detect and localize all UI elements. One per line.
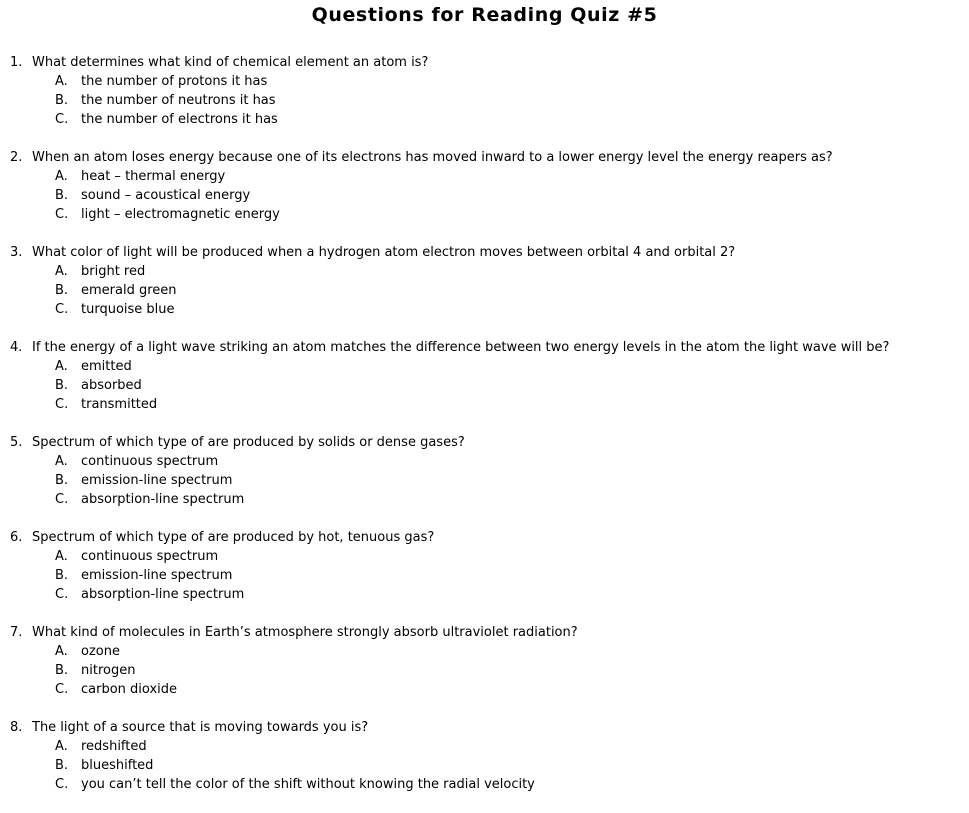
- answer-choices: [55, 737, 965, 794]
- answer-choices: [55, 262, 965, 319]
- choice-letter: B.: [55, 663, 69, 678]
- question-number: 5.: [10, 435, 23, 450]
- choice-text: absorption-line spectrum: [81, 492, 245, 507]
- choice-letter: B.: [55, 758, 69, 773]
- choice-text: blueshifted: [81, 758, 154, 773]
- choice-text: emerald green: [81, 283, 177, 298]
- question-line: [10, 243, 965, 262]
- choice-letter: A.: [55, 359, 68, 374]
- choice-text: light – electromagnetic energy: [81, 207, 280, 222]
- choice-letter: C.: [55, 587, 69, 602]
- question-number: 2.: [10, 150, 23, 165]
- answer-choice: [55, 72, 965, 91]
- choice-letter: A.: [55, 644, 68, 659]
- answer-choice: [55, 566, 965, 585]
- choice-text: sound – acoustical energy: [81, 188, 251, 203]
- answer-choice: [55, 167, 965, 186]
- choice-text: emitted: [81, 359, 132, 374]
- choice-text: carbon dioxide: [81, 682, 178, 697]
- choice-text: transmitted: [81, 397, 158, 412]
- answer-choices: [55, 452, 965, 509]
- answer-choice: [55, 262, 965, 281]
- question-7: [10, 623, 965, 718]
- answer-choice: [55, 642, 965, 661]
- choice-text: absorption-line spectrum: [81, 587, 245, 602]
- answer-choices: [55, 72, 965, 129]
- choice-letter: C.: [55, 777, 69, 792]
- choice-text: turquoise blue: [81, 302, 175, 317]
- choice-letter: C.: [55, 397, 69, 412]
- choice-text: emission-line spectrum: [81, 473, 233, 488]
- question-number: 4.: [10, 340, 23, 355]
- question-line: [10, 623, 965, 642]
- choice-letter: B.: [55, 93, 69, 108]
- page-title: Questions for Reading Quiz #5: [311, 4, 658, 26]
- question-line: [10, 53, 965, 72]
- choice-text: heat – thermal energy: [81, 169, 226, 184]
- choice-letter: A.: [55, 264, 68, 279]
- choice-text: the number of electrons it has: [81, 112, 278, 127]
- answer-choice: [55, 585, 965, 604]
- question-text: What determines what kind of chemical element an atom is?: [32, 55, 429, 70]
- choice-text: ozone: [81, 644, 120, 659]
- choice-letter: B.: [55, 473, 69, 488]
- question-number: 1.: [10, 55, 23, 70]
- answer-choice: [55, 281, 965, 300]
- question-text: Spectrum of which type of are produced by hot, tenuous gas?: [32, 530, 435, 545]
- choice-letter: C.: [55, 492, 69, 507]
- choice-letter: B.: [55, 283, 69, 298]
- answer-choice: [55, 756, 965, 775]
- question-text: What color of light will be produced when a hydrogen atom electron moves between orbital 4 and orbital 2?: [32, 245, 736, 260]
- question-list: [10, 53, 965, 813]
- question-line: [10, 528, 965, 547]
- question-1: [10, 53, 965, 148]
- question-text: What kind of molecules in Earth’s atmosphere strongly absorb ultraviolet radiation?: [32, 625, 578, 640]
- choice-text: the number of neutrons it has: [81, 93, 276, 108]
- choice-text: nitrogen: [81, 663, 136, 678]
- answer-choice: [55, 490, 965, 509]
- choice-text: you can’t tell the color of the shift without knowing the radial velocity: [81, 777, 535, 792]
- question-2: [10, 148, 965, 243]
- answer-choices: [55, 167, 965, 224]
- choice-text: emission-line spectrum: [81, 568, 233, 583]
- question-number: 6.: [10, 530, 23, 545]
- question-text: Spectrum of which type of are produced by solids or dense gases?: [32, 435, 465, 450]
- answer-choice: [55, 547, 965, 566]
- answer-choices: [55, 357, 965, 414]
- answer-choice: [55, 110, 965, 129]
- question-number: 3.: [10, 245, 23, 260]
- choice-letter: A.: [55, 74, 68, 89]
- choice-text: bright red: [81, 264, 146, 279]
- answer-choices: [55, 547, 965, 604]
- choice-letter: B.: [55, 188, 69, 203]
- answer-choice: [55, 91, 965, 110]
- answer-choice: [55, 680, 965, 699]
- choice-letter: B.: [55, 568, 69, 583]
- question-8: [10, 718, 965, 813]
- question-3: [10, 243, 965, 338]
- answer-choice: [55, 471, 965, 490]
- question-6: [10, 528, 965, 623]
- choice-text: redshifted: [81, 739, 147, 754]
- question-number: 8.: [10, 720, 23, 735]
- choice-letter: A.: [55, 549, 68, 564]
- answer-choice: [55, 300, 965, 319]
- choice-letter: C.: [55, 302, 69, 317]
- answer-choice: [55, 186, 965, 205]
- question-text: If the energy of a light wave striking an atom matches the difference between two energy levels in the atom the light wave will be?: [32, 340, 890, 355]
- choice-letter: A.: [55, 169, 68, 184]
- question-5: [10, 433, 965, 528]
- answer-choice: [55, 376, 965, 395]
- question-line: [10, 148, 965, 167]
- choice-letter: C.: [55, 112, 69, 127]
- answer-choice: [55, 737, 965, 756]
- answer-choice: [55, 661, 965, 680]
- answer-choice: [55, 395, 965, 414]
- question-4: [10, 338, 965, 433]
- question-text: The light of a source that is moving towards you is?: [32, 720, 369, 735]
- choice-text: continuous spectrum: [81, 454, 219, 469]
- choice-letter: C.: [55, 207, 69, 222]
- choice-letter: B.: [55, 378, 69, 393]
- choice-text: the number of protons it has: [81, 74, 268, 89]
- answer-choices: [55, 642, 965, 699]
- choice-letter: C.: [55, 682, 69, 697]
- choice-letter: A.: [55, 739, 68, 754]
- question-text: When an atom loses energy because one of its electrons has moved inward to a lower energy level the energy reapers as?: [32, 150, 833, 165]
- answer-choice: [55, 205, 965, 224]
- question-line: [10, 718, 965, 737]
- question-line: [10, 433, 965, 452]
- answer-choice: [55, 357, 965, 376]
- question-number: 7.: [10, 625, 23, 640]
- answer-choice: [55, 452, 965, 471]
- choice-text: continuous spectrum: [81, 549, 219, 564]
- answer-choice: [55, 775, 965, 794]
- choice-text: absorbed: [81, 378, 142, 393]
- question-line: [10, 338, 965, 357]
- choice-letter: A.: [55, 454, 68, 469]
